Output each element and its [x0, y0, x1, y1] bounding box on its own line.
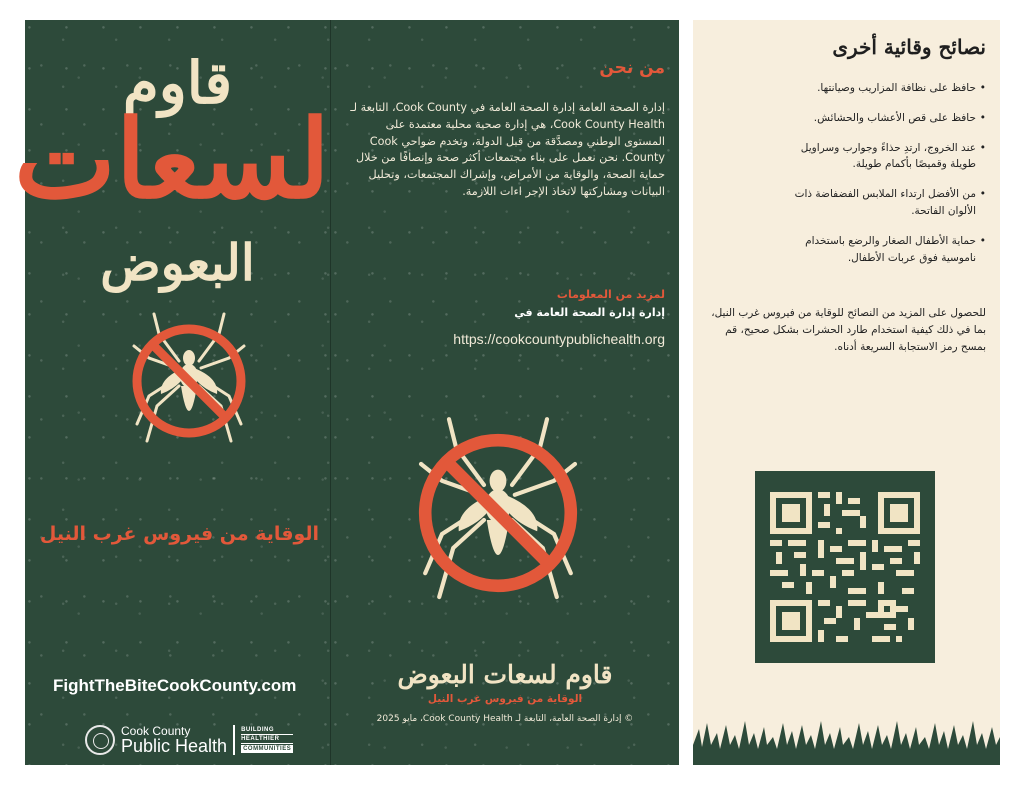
copyright-notice: © إدارة الصحة العامة، التابعة لـ Cook County Health، مايو 2025 — [376, 714, 634, 724]
qr-code[interactable] — [755, 471, 935, 663]
list-item: • حافظ على قص الأعشاب والحشائش. — [776, 110, 976, 127]
public-health-website-link[interactable]: https://cookcountypublichealth.org — [453, 331, 665, 347]
logo-tagline — [241, 727, 293, 753]
logo-line2: Public Health — [121, 736, 228, 756]
logo-wordmark — [121, 725, 227, 755]
title-line-fight: قاوم — [122, 49, 233, 117]
qr-code-icon — [770, 492, 920, 642]
left-subtitle: الوقاية من فيروس غرب النيل — [39, 523, 320, 545]
logo-tag1: BUILDING — [241, 727, 293, 735]
grass-decoration — [693, 715, 1000, 765]
middle-title: قاوم لسعات البعوض — [397, 660, 613, 689]
campaign-website-link[interactable]: FightTheBiteCookCounty.com — [53, 676, 297, 695]
no-mosquito-icon — [398, 408, 598, 618]
county-seal-icon — [85, 725, 115, 755]
tips-list — [776, 80, 988, 279]
more-info-label: لمزيد من المعلومات — [556, 288, 665, 301]
logo-line1: Cook County — [121, 724, 191, 738]
logo-divider — [233, 725, 235, 755]
about-body: إدارة الصحة العامة إدارة الصحة العامة في Cook County، التابعة لـ Cook County Health، هي إدارة صحية محلية معتمدة على المستوى الوطني ومصدَّقة من قبل الدولة، وتخدم ضواحي Cook County. نحن نعمل على بناء مجتمعات أكثر صحة وإنصافًا من خلال حماية الصحة، والوقاية من الأمراض، وإشراك المجتمعات، وتحليل البيانات ومشاركتها لاتخاذ الإجر اءات اللازمة. — [350, 101, 665, 198]
title-line-bites: لسعات — [14, 97, 330, 223]
tips-footer: للحصول على المزيد من النصائح للوقاية من فيروس غرب النيل، بما في ذلك كيفية استخدام طارد الحشرات بشكل صحيح، قم بمسح رمز الاستجابة السريعة أدناه. — [711, 307, 986, 353]
logo-tag2: HEALTHIER — [241, 736, 293, 744]
title-line-mosquito: البعوض — [100, 233, 255, 292]
list-item: • حماية الأطفال الصغار والرضع باستخدام ناموسية فوق عربات الأطفال. — [776, 233, 976, 267]
about-heading: من نحن — [599, 58, 665, 78]
logo-tag3: COMMUNITIES — [243, 746, 292, 752]
left-panel — [14, 20, 330, 765]
cook-county-logo — [85, 720, 293, 760]
list-item: • من الأفضل ارتداء الملابس الفضفاضة ذات الألوان الفاتحة. — [776, 186, 976, 220]
right-panel — [693, 20, 1000, 765]
tips-heading: نصائح وقائية أخرى — [832, 35, 986, 59]
middle-panel — [330, 20, 679, 765]
no-mosquito-icon — [119, 306, 259, 456]
more-info-org: إدارة إدارة الصحة العامة في — [514, 306, 665, 319]
list-item: • حافظ على نظافة المزاريب وصيانتها. — [776, 80, 976, 97]
middle-subtitle: الوقاية من فيروس غرب النيل — [427, 693, 583, 705]
list-item: • عند الخروج، ارتدِ حذاءً وجوارب وسراويل طويلة وقميصًا بأكمام طويلة. — [776, 140, 976, 174]
